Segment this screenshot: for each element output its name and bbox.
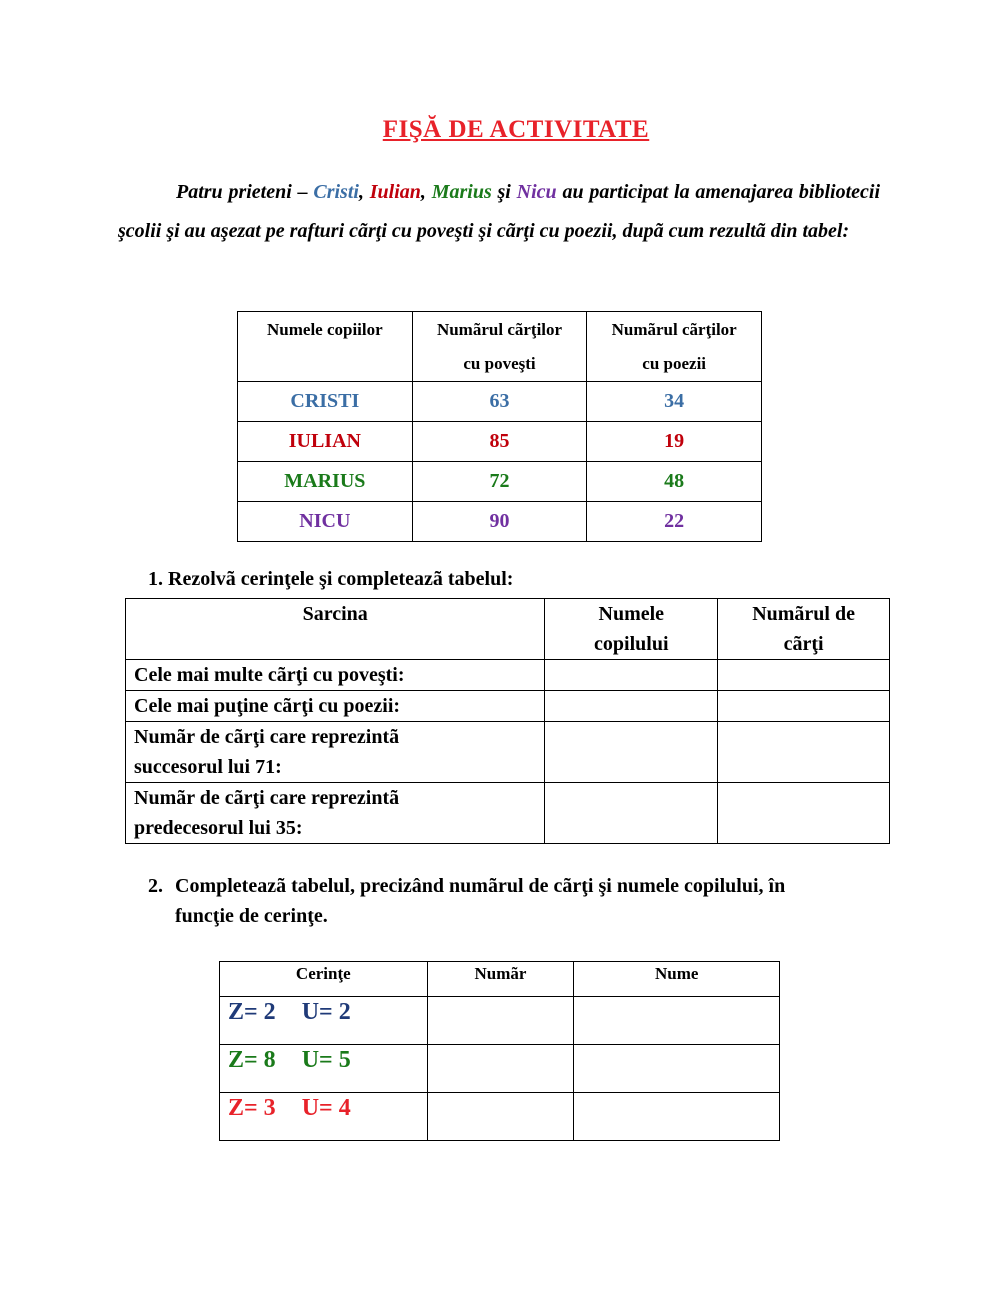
answer-cell-name[interactable]: [574, 1093, 780, 1141]
header-line: cu poezii: [642, 354, 707, 373]
table-row: [220, 1045, 780, 1093]
intro-separator: ,: [358, 181, 370, 203]
units-value: U= 5: [301, 1047, 351, 1073]
task-table-header: [126, 599, 890, 660]
header-poems-count: [587, 312, 762, 382]
intro-name-iulian: Iulian: [369, 181, 421, 203]
task-text: Cele mai multe cãrţi cu poveşti:: [126, 660, 545, 691]
question-2: [148, 871, 888, 931]
table-row-iulian: [238, 422, 762, 462]
header-stories-count: [412, 312, 587, 382]
stories-count: 85: [412, 422, 587, 462]
intro-name-nicu: Nicu: [516, 181, 557, 203]
child-name: CRISTI: [238, 382, 413, 422]
table-row-nicu: [238, 502, 762, 542]
answer-cell-count[interactable]: [718, 783, 890, 844]
answer-cell-name[interactable]: [545, 660, 718, 691]
table-row: [126, 783, 890, 844]
intro-name-cristi: Cristi: [313, 181, 359, 203]
header-line: Numele copiilor: [267, 320, 383, 339]
answer-cell-number[interactable]: [427, 1045, 574, 1093]
header-line: Numãrul de: [752, 603, 855, 625]
stories-count: 72: [412, 462, 587, 502]
header-number: Numãr: [427, 962, 574, 997]
requirement-cell: [220, 997, 428, 1045]
answer-cell-number[interactable]: [427, 997, 574, 1045]
units-value: U= 4: [301, 1095, 351, 1121]
tens-value: Z= 2: [228, 999, 276, 1025]
child-name: IULIAN: [238, 422, 413, 462]
header-requirements: Cerinţe: [220, 962, 428, 997]
task-text: [126, 722, 545, 783]
intro-separator: şi: [491, 181, 517, 203]
requirement-cell: [220, 1093, 428, 1141]
child-name: MARIUS: [238, 462, 413, 502]
page-title: FIŞĂ DE ACTIVITATE: [382, 116, 650, 143]
child-name: NICU: [238, 502, 413, 542]
table-row: [220, 1093, 780, 1141]
question-1: 1. Rezolvã cerinţele şi completeazã tabelul:: [148, 568, 514, 590]
table-row: [126, 660, 890, 691]
task-text: [126, 783, 545, 844]
books-table-header: [238, 312, 762, 382]
question-2-line1: Completeazã tabelul, precizând numãrul de cãrţi şi numele copilului, în: [175, 875, 786, 897]
header-line: Numãrul cãrţilor: [436, 320, 563, 339]
answer-cell-name[interactable]: [545, 691, 718, 722]
answer-cell-name[interactable]: [574, 997, 780, 1045]
task-text: Cele mai puţine cãrţi cu poezii:: [126, 691, 545, 722]
poems-count: 48: [587, 462, 762, 502]
requirements-table-header: [220, 962, 780, 997]
stories-count: 90: [412, 502, 587, 542]
answer-cell-number[interactable]: [427, 1093, 574, 1141]
answer-cell-name[interactable]: [545, 783, 718, 844]
answer-cell-count[interactable]: [718, 660, 890, 691]
table-row: [126, 722, 890, 783]
intro-name-marius: Marius: [431, 181, 492, 203]
question-2-line2: funcţie de cerinţe.: [175, 905, 328, 927]
table-row: [126, 691, 890, 722]
requirements-table: [219, 961, 780, 1141]
answer-cell-count[interactable]: [718, 691, 890, 722]
stories-count: 63: [412, 382, 587, 422]
header-line: Numãrul cãrţilor: [611, 320, 737, 339]
answer-cell-name[interactable]: [545, 722, 718, 783]
requirement-cell: [220, 1045, 428, 1093]
header-child-name: [545, 599, 718, 660]
units-value: U= 2: [301, 999, 351, 1025]
table-row-marius: [238, 462, 762, 502]
header-task: Sarcina: [126, 599, 545, 660]
task-line: Numãr de cãrţi care reprezintã: [134, 726, 400, 748]
poems-count: 22: [587, 502, 762, 542]
task-line: Numãr de cãrţi care reprezintã: [134, 787, 400, 809]
intro-text-start: Patru prieteni –: [176, 181, 314, 203]
header-name: Nume: [574, 962, 780, 997]
header-line: cãrţi: [783, 633, 824, 655]
header-line: Numele: [598, 603, 665, 625]
task-line: succesorul lui 71:: [134, 756, 282, 778]
intro-separator: ,: [420, 181, 432, 203]
answer-cell-count[interactable]: [718, 722, 890, 783]
header-line: cu poveşti: [463, 354, 536, 373]
header-line: copilului: [594, 633, 669, 655]
table-row-cristi: [238, 382, 762, 422]
answer-cell-name[interactable]: [574, 1045, 780, 1093]
task-line: predecesorul lui 35:: [134, 817, 303, 839]
poems-count: 34: [587, 382, 762, 422]
intro-text-end: au participat la amenajarea bibliotecii şcolii şi au aşezat pe rafturi cãrţi cu poveşti şi cãrţi cu poezii, dupã cum rezultã din tabel:: [118, 181, 881, 242]
tens-value: Z= 8: [228, 1047, 276, 1073]
header-children-names: [238, 312, 413, 382]
task-table: [125, 598, 890, 844]
table-row: [220, 997, 780, 1045]
header-book-count: [718, 599, 890, 660]
intro-paragraph: [118, 173, 880, 251]
question-2-number: 2.: [148, 875, 163, 897]
tens-value: Z= 3: [228, 1095, 276, 1121]
poems-count: 19: [587, 422, 762, 462]
books-table: [237, 311, 762, 542]
